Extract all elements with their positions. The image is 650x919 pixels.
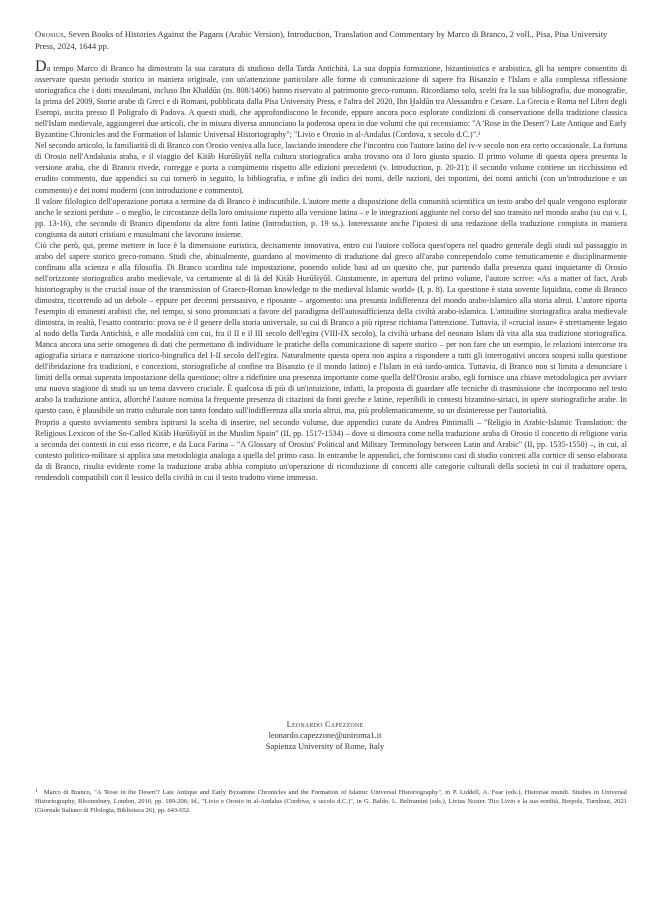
reviewer-signature (0, 719, 650, 753)
header-author: Orosius (35, 29, 64, 39)
header-citation: , Seven Books of Histories Against the Pagans (Arabic Version), Introduction, Translation and Commentary by Marco di Branco, 2 voll., Pisa, Pisa University Press, 2024, 1644 pp. (35, 29, 608, 51)
paragraph-1 (35, 58, 627, 140)
review-body (35, 58, 627, 483)
paragraph-2: Nel secondo articolo, la familiarità di di Branco con Orosio veniva alla luce, lasciando intendere che l'incontro con l'autore latino del iv-v secolo non era certo occasionale. La fortuna di Orosio nell'Andalusia araba, e il viaggio del Kitāb Hurūšiyūš nella cultura storiografica araba trovano ora il loro giusto spazio. Il primo volume di questa opera presenta la versione araba, che di Branco rivede, corregge e porta a compimento rispetto alle edizioni precedenti (v. Introduction, p. 20-21); il secondo volume contiene un ricchissimo ed erudito commento, due appendici su cui tornerò in seguito, la bibliografia, e infine gli indici dei nomi, delle nazioni, dei toponimi, dei nomi antichi (con un'introduzione e un commento) e dei nomi moderni (con introduzione e commento). (35, 141, 627, 195)
review-header (35, 29, 627, 52)
paragraph-1-text: a tempo Marco di Branco ha dimostrato la sua caratura di studioso della Tarda Antichità. La sua doppia formazione, bizantinistica e arabistica, gli ha sempre consentito di osservare questo periodo storico in maniera originale, con un'attenzione particolare alle forme di comunicazione di sapere fra Bisanzio e l'Islam e alla complessa riflessione storiografica che i dotti musulmani, incluso Ibn Khaldūn (m. 808/1406) hanno riservato al patrimonio greco-romano. Ricordiamo solo, scelti fra la sua bibliografia, due monografie, la prima del 2009, Storie arabe di Greci e di Romani, pubblicata dalla Pisa University Press, e l'altra del 2020, Ibn Ḫaldūn tra Alessandro e Cesare. La Grecia e Roma nel Libro degli Esempi, uscita presso Il Poligrafo di Padova. A questi studi, che approfondiscono le feconde, eppure ancora poco esplorate condizioni di conservazione della tradizione classica nell'Islam medievale, aggiungerei due articoli, che in misura diversa annunciano la poderosa opera in due volumi che qui recensiamo: "A 'Rose in the Desert'? Late Antique and Early Byzantine Chronicles and the Formation of Islamic Universal Historiography"; "Livio e Orosio in al-Andalus (Cordova, x secolo d.C.)".¹ (35, 64, 627, 140)
reviewer-name: Leonardo Capezzone (286, 720, 364, 729)
paragraph-3: Il valore filologico dell'operazione portata a termine da di Branco è indiscutibile. L'autore mette a disposizione della comunità scientifica un testo arabo del quale vengono esplorate anche le sezioni perdute – o meglio, le circostanze della loro omissione rispetto alla versione latina – e le integrazioni aggiunte nel corso del suo transito nel mondo arabo (su cui v. I, pp. 13-16), che secondo di Branco dipendono da altre fonti latine (Introduction, p. 19 ss.). Interessante anche l'ipotesi di una redazione della traduzione compiuta in maniera congiunta da autori cristiani e musulmani che lavorano insieme. (35, 196, 627, 239)
footnote-1 (35, 787, 627, 816)
reviewer-email[interactable]: leonardo.capezzone@uniroma1.it (268, 731, 382, 741)
paragraph-4: Ciò che però, qui, preme mettere in luce è la dimensione euristica, decisamente innovativa, entro cui l'autore colloca quest'opera nel quadro generale degli studi sul passaggio in arabo del sapere storico greco-romano. Studi che, abitualmente, guardano al movimento di traduzione dal greco all'arabo concependolo come tematicamente e disciplinarmente confinato alla scienza e alla filosofia. Di Branco scardina tale impostazione, ponendo solide basi ad un quesito che, pur partendo dalla presenza quasi inquietante di Orosio nell'orizzonte storiografico arabo medievale, va certamente al di là del Kitāb Hurūšiyūš. Giustamente, in apertura del primo volume, l'autore scrive: «As a matter of fact, Arab historiography is the crucial issue of the transmission of Graeco-Roman knowledge to the medieval Islamic world» (I, p. 8). La questione è stata sovente liquidata, come di Branco dimostra, ricorrendo ad un debole – eppure per decenni persuasivo, e riposante – argomento: una presunta indifferenza del mondo arabo-islamico alla storia altrui. L'autore riporta l'esempio di eminenti arabisti che, nel tempo, si sono pronunciati a favore del paradigma dell'autosufficienza della civiltà arabo-islamica. L'attitudine storiografica araba medievale dimostra, in realtà, l'esatto contrario: prova ne è il genere della storia universale, su cui di Branco a più riprese richiama l'attenzione. Tuttavia, il «crucial issue» è strettamente legato al nodo della Tarda Antichità, e alle modalità con cui, fra il II e il III secolo dell'egira (VIII-IX secolo), la civiltà urbana del neonato Islam dà vita alla sua tradizione storiografica. Manca ancora una serie omogenea di dati che permettano di individuare le pratiche della comunicazione di sapere storico – per non fare che un esempio, le relazioni intercorse tra agiografia siriaca e narrazione storico-biografica del I-II secolo dell'egira. Naturalmente questa opera non aspira a rispondere a tutti gli interrogativi ancora sospesi sulla questione dell'ibridazione fra tradizioni, e concezioni, storiografiche al confine tra Bisanzio (e il mondo latino) e l'Islam in età tardo-antica. Tuttavia, di Branco non si limita a denunciare i limiti della ormai superata impostazione della questione; oltre a ridefinire una presenza importante come quella dell'Orosio arabo, egli fornisce una chiave metodologica per avviare una nuova stagione di studi su un tema davvero cruciale. È qualcosa di più di un'intuizione, infatti, la proposta di guardare alle tecniche di trasmissione che incorporano nel testo arabo la traduzione antica, allorché l'autore nomina la frequente presenza di citazioni da fonti greche e latine, reperibili in contesti bizantino-siriaci, in opere storiografiche arabe. In questo caso, è plausibile un tratto culturale non tanto fondato sull'indifferenza alla storia altrui, ma, più problematicamente, su un disinteresse per l'autorialità. (35, 240, 627, 416)
footnote-marker: 1 (35, 788, 38, 794)
drop-cap: D (35, 58, 47, 75)
reviewer-affiliation: Sapienza University of Rome, Italy (265, 742, 385, 752)
footnote-text: Marco di Branco, "A 'Rose in the Desert'? Late Antique and Early Byzantine Chronicles and the Formation of Islamic Universal Historiography", in P. Liddell, A. Fear (eds.), Historiae mundi. Studies in Universal Historiography, Bloomsbury, London, 2010, pp. 189-206; Id., "Livio e Orosio in al-Andalus (Cordova, x secolo d.C.)", in G. Baldo, L. Beltramini (eds.), Livius Noster. Tito Livio e la sua eredità, Brepols, Turnhout, 2021 (Giornale Italiano di Filologia, Biblioteca 26), pp. 643-652. (35, 789, 627, 815)
paragraph-5: Proprio a questo avviamento sembra ispirarsi la scelta di inserire, nel secondo volume, due appendici curate da Andrea Pintimalli – "Religio in Arabic-Islamic Translation: the Religious Lexicon of the So-Called Kitāb Hurūšiyūš in the Muslim Spain" (II, pp. 1517-1534) – dove si dimostra come nella traduzione araba di Orosio il concetto di religione varia a seconda dei contesti in cui esso ricorre, e da Luca Farina – "A Glossary of Orosius' Political and Military Terminology between Latin and Arabic" (II, pp. 1535-1550) –, in cui, al contesto politico-militare si applica una metodologia analoga a quella del primo caso. In entrambe le appendici, che forniscono casi di studio concreti alla cornice di senso elaborata da di Branco, risulta evidente come la traduzione araba abbia compiuto un'operazione di riconduzione di concetti alle categorie culturali della società in cui il traduttore opera, rendendoli compatibili con il lessico della civiltà in cui il testo tradotto viene immesso. (35, 417, 627, 482)
